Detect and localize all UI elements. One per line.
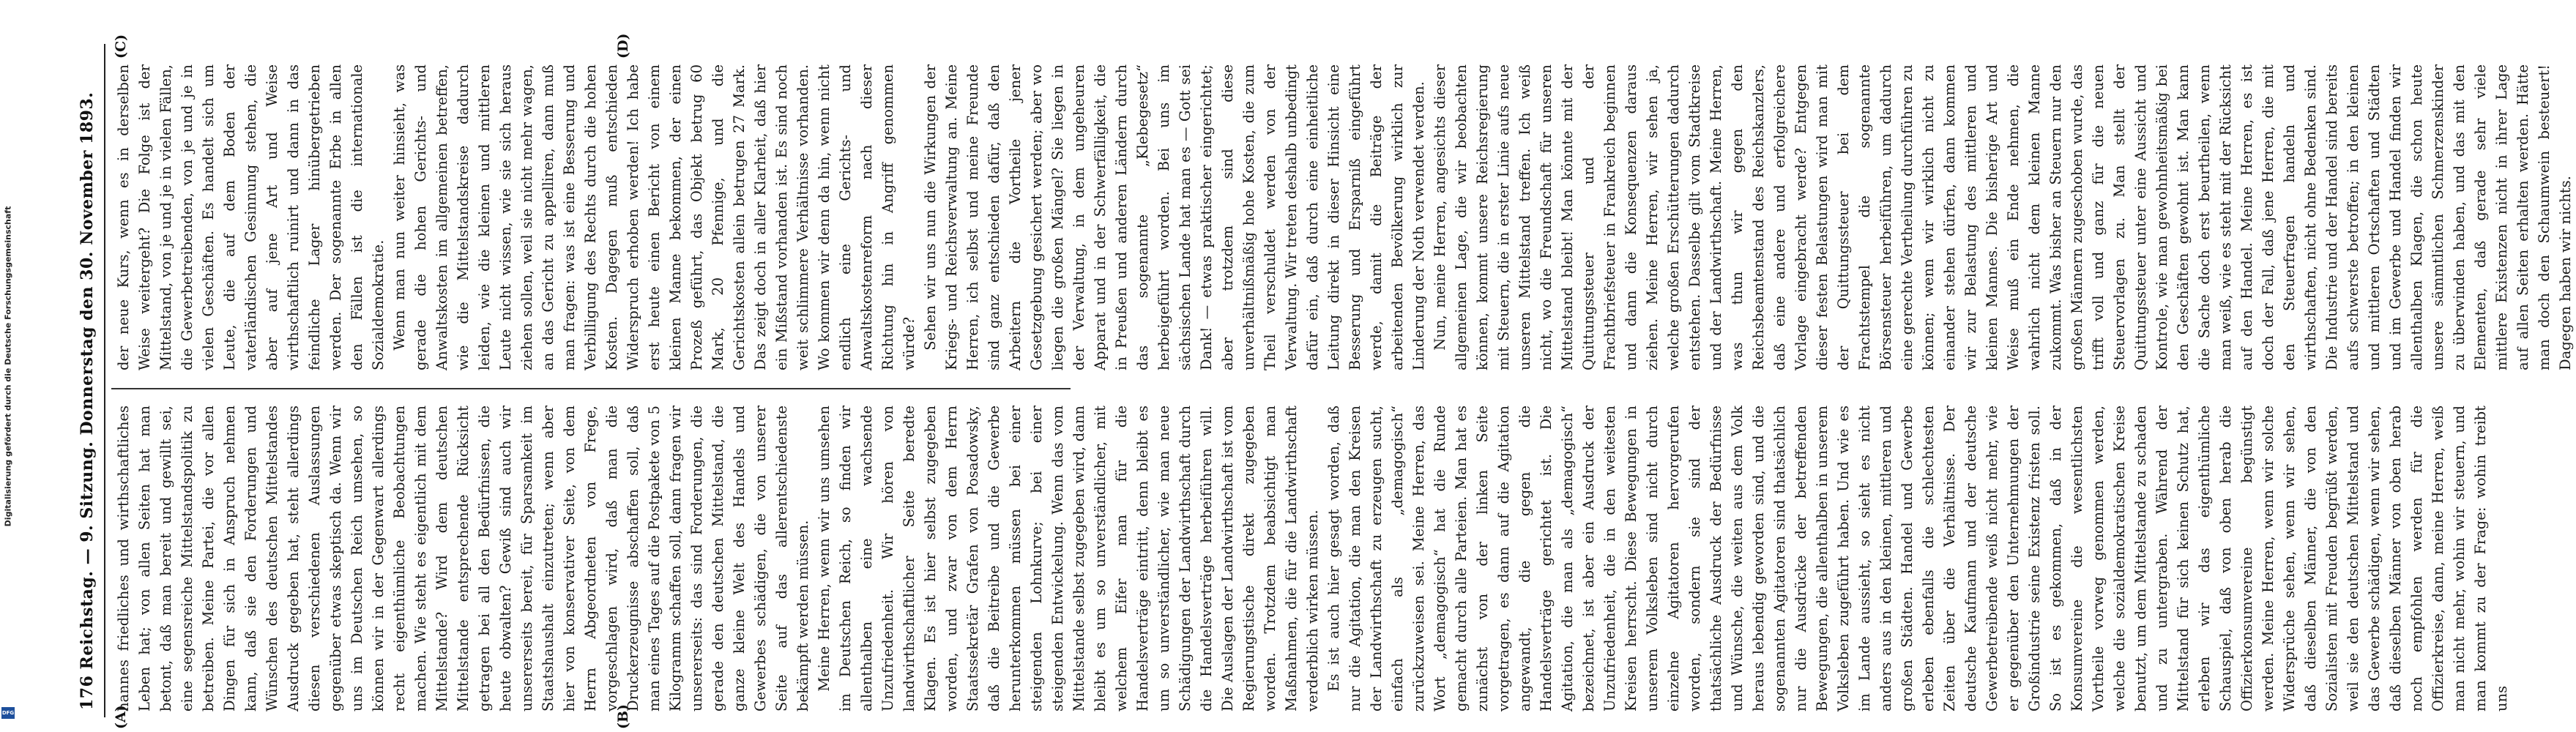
digitization-credit — [0, 0, 16, 732]
right-paragraph: der neue Kurs, wenn es in derselben Weise weitergeht? Die Folge ist der Mittelstand, von je und je in vielen Fällen, die Gewerbetreibenden, von je und je in vielen Geschäften. Es handelt sich um Leute, die auf dem Boden der vaterländischen Gesinnung stehen, die aber auf jene Art und Weise wirthschaftlich ruinirt und dann in das feindliche Lager hinübergetrieben werden. Der sogenannte Erbe in allen den Fällen ist die internationale Sozialdemokratie. — [115, 64, 387, 370]
left-column — [113, 406, 2510, 712]
page-title: Reichstag. — 9. Sitzung. Donnerstag den 30. November 1893. — [78, 92, 97, 670]
marker-b: (B) — [615, 703, 631, 729]
page-number: 176 — [78, 675, 97, 710]
left-paragraph: hannes friedliches und wirthschaftliches Leben hat; von allen Seiten hat man betont, daß man bereit und gewillt sei, eine segensreiche Mittelstandspolitik zu betreiben. Meine Partei, die vor allen Dingen für sich in Anspruch nehmen kann, daß sie den Forderungen und Wünschen des deutschen Mittelstandes Ausdruck gegeben hat, steht allerdings diesen verschiedenen Auslassungen gegenüber etwas skeptisch da. Wenn wir uns im Deutschen Reich umsehen, so können wir in der Gegenwart allerdings recht eigenthümliche Beobachtungen machen. Wie steht es eigentlich mit dem Mittelstande? Wird dem deutschen Mittelstande entsprechende Rücksicht getragen bei all den Bedürfnissen, die heute obwalten? Gewiß sind auch wir unsererseits bereit, für Sparsamkeit im Staatshaushalt einzutreten; wenn aber hier von konservativer Seite, von dem Herrn Abgeordneten von Frege, vorgeschlagen wird, daß man die Druckerzeugnisse abschaffen soll, daß man eines Tages auf die Postpakete von 5 Kilogramm schaffen soll, dann fragen wir unsererseits: das sind Forderungen, die gerade den deutschen Mittelstand, die ganze kleine Welt des Handels und Gewerbes schädigen, die von unserer Seite auf das allerentschiedenste bekämpft werden müssen. — [115, 406, 811, 712]
marker-d: (D) — [615, 33, 631, 59]
right-paragraph: Nun, meine Herren, angesichts dieser allgemeinen Lage, die wir beobachten können, kommt unsere Reichsregierung mit Steuern, die in erster Linie aufs neue unseren Mittelstand treffen. Ich weiß nicht, wo die Freundschaft für unseren Mittelstand bleibt! Man könnte mit der Quittungssteuer und der Frachtbriefsteuer in Frankreich beginnen und dann die Konsequenzen daraus ziehen. Meine Herren, wir sehen ja, welche großen Erschütterungen dadurch entstehen. Dasselbe gilt vom Stadtkreise und der Landwirthschaft. Meine Herren, was thun wir gegen den Reichsbeamtenstand des Reichskanzlers, daß eine andere und erfolgreichere Vorlage eingebracht werde? Entgegen dieser festen Belastungen wird man mit der Quittungssteuer bei dem Frachtstempel die sogenannte Börsensteuer herbeiführen, um dadurch eine gerechte Vertheilung durchführen zu können; wenn wir wirklich nicht zu einander stehen dürfen, dann kommen wir zur Belastung des mittleren und kleinen Mannes. Die bisherige Art und Weise muß ein Ende nehmen, die wahrlich nicht dem kleinen Manne zukommt. Was bisher an Steuern nur den großen Männern zugeschoben wurde, das trifft voll und ganz für die neuen Steuervorlagen zu. Man stellt der Quittungssteuer unter eine Aussicht und Kontrole, wie man gewohnheitsmäßig bei den Geschäften gewohnt ist. Man kann die Sache doch erst beurtheilen, wenn man weiß, wie es steht mit der Rücksicht auf den Handel. Meine Herren, es ist doch der Fall, daß jene Herren, die mit den Steuerfragen handeln und wirthschaften, nicht ohne Bedenken sind. Die Industrie und der Handel sind bereits aufs schwerste betroffen; in den kleinen und mittleren Ortschaften und Städten und im Gewerbe und Handel finden wir allenthalben Klagen, die schon heute unsere sämmtlichen Schmerzenskinder zu überwinden haben, und das mit den Elementen, daß gerade sehr viele mittlere Existenzen nicht in ihrer Lage auf allen Seiten erhalten werden. Hätte man doch den Schaumwein besteuert! Dagegen haben wir nichts. — [1432, 64, 2574, 370]
right-column — [113, 64, 2574, 370]
marker-a: (A) — [113, 705, 129, 729]
marker-c: (C) — [113, 34, 129, 59]
rotated-newspaper-page — [73, 29, 2574, 732]
right-paragraph: Wenn man nun weiter hinsieht, was gerade die hohen Gerichts- und Anwaltskosten im allgemeinen betreffen, wie die Mittelstandskreise dadurch leiden, wie die kleinen und mittleren Leute nicht wissen, wie sie sich heraus ziehen sollen, weil sie nicht mehr wagen, an das Gericht zu appelliren, dann muß man fragen: was ist eine Besserung und Verbilligung des Rechts durch die hohen Kosten. Dagegen muß entschieden Widerspruch erhoben werden! Ich habe erst heute einen Bericht von einem kleinen Manne bekommen, der einen Prozeß geführt, das Objekt betrug 60 Mark, 20 Pfennige, und die Gerichtskosten allein betrugen 27 Mark. Das zeigt doch in aller Klarheit, daß hier ein Mißstand vorhanden ist. Es sind noch weit schlimmere Verhältnisse vorhanden. Wo kommen wir denn da hin, wenn nicht endlich eine Gerichts- und Anwaltskostenreform nach dieser Richtung hin in Angriff genommen würde? — [391, 64, 917, 370]
left-paragraph: Es ist auch hier gesagt worden, daß nur die Agitation, die man den Kreisen der Landwirthschaft zu erzeugen sucht, einfach als „demagogisch“ zurückzuweisen sei. Meine Herren, das Wort „demagogisch“ hat die Runde gemacht durch alle Parteien. Man hat es zunächst von der linken Seite vorgetragen, es dann auf die Agitation angewandt, die gegen die Handelsverträge gerichtet ist. Die Agitation, die man als „demagogisch“ bezeichnet, ist aber ein Ausdruck der Unzufriedenheit, die in den weitesten Kreisen herrscht. Diese Bewegungen in unserem Volksleben sind nicht durch einzelne Agitatoren hervorgerufen worden, sondern sie sind der thatsächliche Ausdruck der Bedürfnisse und Wünsche, die weiten aus dem Volk heraus lebendig geworden sind, und die sogenannten Agitatoren sind thatsächlich nur die Ausdrücke der betreffenden Bewegungen, die allenthalben in unserem Volksleben zugeführt haben. Und wie es im Lande aussieht, so sieht es nicht anders aus in den kleinen, mittleren und großen Städten. Handel und Gewerbe erleben ebenfalls die schlechtesten Zeiten über die Verhältnisse. Der deutsche Kaufmann und der deutsche Gewerbetreibende weiß nicht mehr, wie er gegenüber den Unternehmungen der Großindustrie seine Existenz fristen soll. So ist es gekommen, daß in der Konsumvereine die wesentlichsten Vortheile vorweg genommen werden, welche die sozialdemokratischen Kreise benutzt, um dem Mittelstande zu schaden und zu untergraben. Während der Mittelstand für sich keinen Schutz hat, erleben wir das eigenthümliche Schauspiel, daß von oben herab die Offizierkonsumvereine begünstigt werden. Meine Herren, wenn wir solche Widersprüche sehen, wenn wir sehen, daß dieselben Männer, die von den Sozialisten mit Freuden begrüßt werden, weil sie den deutschen Mittelstand und das Gewerbe schädigen, wenn wir sehen, daß dieselben Männer von oben herab noch empfohlen werden für die Offizierkreise, dann, meine Herren, weiß man nicht mehr, wohin wir steuern, und man kommt zu der Frage: wohin treibt uns — [1325, 406, 2510, 712]
page-header — [78, 51, 100, 710]
right-paragraph: Sehen wir uns nun die Wirkungen der Kriegs- und Reichsverwaltung an. Meine Herren, ich selbst und meine Freunde sind ganz entschieden dafür, daß den Arbeitern die Vortheile jener Gesetzgebung gesichert werden; aber wo liegen die großen Mängel? Sie liegen in der Verwaltung, in dem ungeheuren Apparat und in der Schwerfälligkeit, die in Preußen und anderen Ländern durch das sogenannte „Klebegesetz“ herbeigeführt worden. Bei uns im sächsischen Lande hat man es — Gott sei Dank! — etwas praktischer eingerichtet; aber trotzdem sind diese unverhältnißmäßig hohe Kosten, die zum Theil verschuldet werden von der Verwaltung. Wir treten deshalb unbedingt dafür ein, daß durch eine einheitliche Leitung direkt in dieser Hinsicht eine Besserung und Ersparniß eingeführt werde, damit die Beiträge der arbeitenden Bevölkerung wirklich zur Linderung der Noth verwendet werden. — [922, 64, 1427, 370]
column-divider — [111, 388, 1071, 389]
credit-text: Digitalisierung gefördert durch die Deutsche Forschungsgemeinschaft — [3, 206, 13, 526]
header-rule — [104, 44, 105, 717]
left-paragraph: Meine Herren, wenn wir uns umsehen im Deutschen Reich, so finden wir allenthalben eine wachsende Unzufriedenheit. Wir hören von landwirthschaftlicher Seite beredte Klagen. Es ist hier selbst zugegeben worden, und zwar von dem Herrn Staatssekretär Grafen von Posadowsky, daß die Beitreibe und die Gewerbe herunterkommen müssen bei einer steigenden Lohnkurve; bei einer steigenden Entwickelung. Wenn das vom Mittelstande selbst zugegeben wird, dann bleibt es um so unverständlicher, mit welchem Eifer man für die Handelsverträge eintritt, denn bleibt es um so unverständlicher, wie man neue Schädigungen der Landwirthschaft durch die Handelsverträge herbeiführen will. Die Auslagen der Landwirthschaft ist vom Regierungstische direkt zugegeben worden. Trotzdem beabsichtigt man Maßnahmen, die für die Landwirthschaft verderblich wirken müssen. — [816, 406, 1321, 712]
dfg-logo-icon: DFG — [1, 707, 15, 719]
